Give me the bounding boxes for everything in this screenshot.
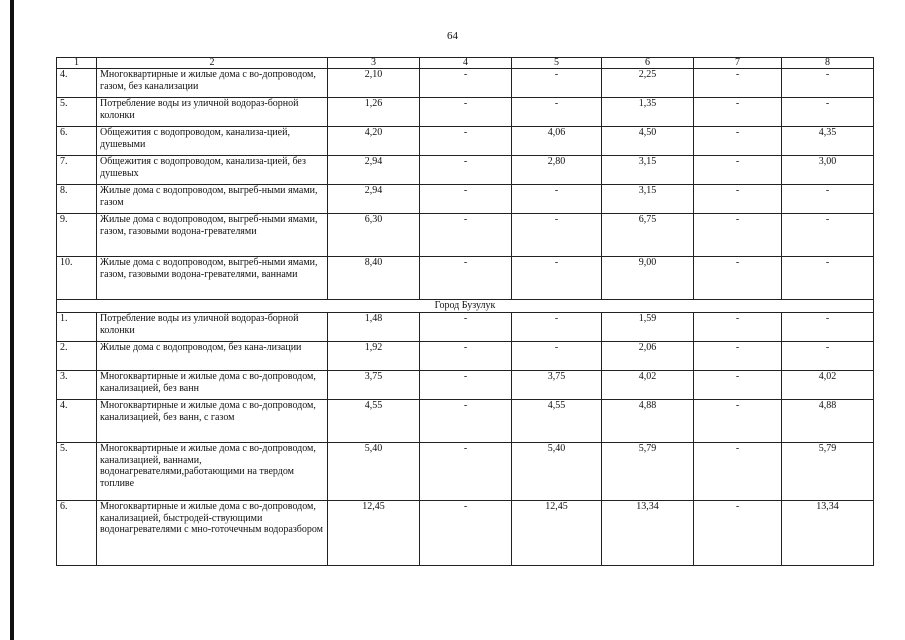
section-title: Город Бузулук bbox=[57, 300, 874, 313]
table-row bbox=[57, 371, 874, 400]
value-col-4: - bbox=[420, 257, 512, 300]
table-row bbox=[57, 501, 874, 566]
value-col-7: - bbox=[694, 400, 782, 443]
value-col-7: - bbox=[694, 257, 782, 300]
value-col-4: - bbox=[420, 501, 512, 566]
table-row bbox=[57, 313, 874, 342]
value-col-6: 13,34 bbox=[602, 501, 694, 566]
value-col-8: 3,00 bbox=[782, 156, 874, 185]
row-description: Многоквартирные и жилые дома с во-допроводом, канализацией, ваннами, водонагревателями,работающими на твердом топливе bbox=[97, 443, 328, 501]
row-description: Потребление воды из уличной водораз-борной колонки bbox=[97, 98, 328, 127]
value-col-4: - bbox=[420, 127, 512, 156]
table-row bbox=[57, 185, 874, 214]
value-col-7: - bbox=[694, 342, 782, 371]
value-col-8: - bbox=[782, 69, 874, 98]
value-col-3: 2,94 bbox=[328, 185, 420, 214]
row-description: Многоквартирные и жилые дома с во-допроводом, газом, без канализации bbox=[97, 69, 328, 98]
row-number: 3. bbox=[57, 371, 97, 400]
value-col-3: 12,45 bbox=[328, 501, 420, 566]
value-col-6: 2,06 bbox=[602, 342, 694, 371]
value-col-7: - bbox=[694, 501, 782, 566]
column-header: 3 bbox=[328, 58, 420, 69]
column-header: 5 bbox=[512, 58, 602, 69]
value-col-5: - bbox=[512, 257, 602, 300]
value-col-5: - bbox=[512, 69, 602, 98]
value-col-8: 5,79 bbox=[782, 443, 874, 501]
row-number: 5. bbox=[57, 443, 97, 501]
value-col-4: - bbox=[420, 313, 512, 342]
column-header: 7 bbox=[694, 58, 782, 69]
value-col-8: - bbox=[782, 342, 874, 371]
value-col-8: 4,35 bbox=[782, 127, 874, 156]
value-col-3: 3,75 bbox=[328, 371, 420, 400]
value-col-8: 4,88 bbox=[782, 400, 874, 443]
table-row bbox=[57, 127, 874, 156]
table-row bbox=[57, 257, 874, 300]
value-col-6: 4,50 bbox=[602, 127, 694, 156]
value-col-4: - bbox=[420, 443, 512, 501]
row-description: Жилые дома с водопроводом, выгреб-ными ямами, газом bbox=[97, 185, 328, 214]
value-col-5: - bbox=[512, 313, 602, 342]
column-header: 6 bbox=[602, 58, 694, 69]
row-description: Многоквартирные и жилые дома с во-допроводом, канализацией, быстродей-ствующими водонагревателями с мно-готочечным водоразбором bbox=[97, 501, 328, 566]
value-col-4: - bbox=[420, 371, 512, 400]
column-header: 8 bbox=[782, 58, 874, 69]
row-number: 8. bbox=[57, 185, 97, 214]
left-margin-bar bbox=[10, 0, 14, 640]
value-col-7: - bbox=[694, 214, 782, 257]
row-number: 7. bbox=[57, 156, 97, 185]
row-description: Общежития с водопроводом, канализа-цией, душевыми bbox=[97, 127, 328, 156]
value-col-7: - bbox=[694, 127, 782, 156]
row-description: Общежития с водопроводом, канализа-цией, без душевых bbox=[97, 156, 328, 185]
value-col-7: - bbox=[694, 98, 782, 127]
value-col-4: - bbox=[420, 185, 512, 214]
value-col-4: - bbox=[420, 214, 512, 257]
value-col-5: - bbox=[512, 98, 602, 127]
value-col-7: - bbox=[694, 69, 782, 98]
value-col-5: - bbox=[512, 342, 602, 371]
column-header: 2 bbox=[97, 58, 328, 69]
value-col-8: - bbox=[782, 257, 874, 300]
row-number: 5. bbox=[57, 98, 97, 127]
value-col-6: 6,75 bbox=[602, 214, 694, 257]
value-col-7: - bbox=[694, 313, 782, 342]
value-col-3: 5,40 bbox=[328, 443, 420, 501]
value-col-4: - bbox=[420, 69, 512, 98]
value-col-3: 2,94 bbox=[328, 156, 420, 185]
value-col-5: 2,80 bbox=[512, 156, 602, 185]
value-col-6: 1,59 bbox=[602, 313, 694, 342]
value-col-8: 13,34 bbox=[782, 501, 874, 566]
value-col-6: 3,15 bbox=[602, 185, 694, 214]
value-col-3: 6,30 bbox=[328, 214, 420, 257]
value-col-5: 3,75 bbox=[512, 371, 602, 400]
value-col-3: 4,20 bbox=[328, 127, 420, 156]
row-number: 4. bbox=[57, 400, 97, 443]
value-col-6: 4,02 bbox=[602, 371, 694, 400]
table-row bbox=[57, 214, 874, 257]
value-col-7: - bbox=[694, 443, 782, 501]
value-col-6: 5,79 bbox=[602, 443, 694, 501]
value-col-5: - bbox=[512, 214, 602, 257]
table-row bbox=[57, 342, 874, 371]
value-col-8: - bbox=[782, 98, 874, 127]
value-col-5: 4,06 bbox=[512, 127, 602, 156]
tariff-table bbox=[56, 57, 874, 566]
value-col-7: - bbox=[694, 156, 782, 185]
value-col-5: 12,45 bbox=[512, 501, 602, 566]
row-description: Жилые дома с водопроводом, выгреб-ными ямами, газом, газовыми водона-гревателями bbox=[97, 214, 328, 257]
value-col-3: 4,55 bbox=[328, 400, 420, 443]
column-header: 4 bbox=[420, 58, 512, 69]
row-number: 2. bbox=[57, 342, 97, 371]
row-number: 6. bbox=[57, 127, 97, 156]
value-col-5: 5,40 bbox=[512, 443, 602, 501]
row-number: 1. bbox=[57, 313, 97, 342]
row-description: Многоквартирные и жилые дома с во-допроводом, канализацией, без ванн, с газом bbox=[97, 400, 328, 443]
value-col-8: 4,02 bbox=[782, 371, 874, 400]
value-col-8: - bbox=[782, 214, 874, 257]
value-col-6: 2,25 bbox=[602, 69, 694, 98]
value-col-4: - bbox=[420, 98, 512, 127]
column-header: 1 bbox=[57, 58, 97, 69]
row-number: 6. bbox=[57, 501, 97, 566]
row-description: Жилые дома с водопроводом, выгреб-ными ямами, газом, газовыми водона-гревателями, ваннами bbox=[97, 257, 328, 300]
value-col-6: 3,15 bbox=[602, 156, 694, 185]
row-description: Жилые дома с водопроводом, без кана-лизации bbox=[97, 342, 328, 371]
value-col-7: - bbox=[694, 371, 782, 400]
value-col-6: 9,00 bbox=[602, 257, 694, 300]
value-col-3: 8,40 bbox=[328, 257, 420, 300]
value-col-5: - bbox=[512, 185, 602, 214]
value-col-3: 1,48 bbox=[328, 313, 420, 342]
value-col-3: 2,10 bbox=[328, 69, 420, 98]
page-number: 64 bbox=[447, 30, 458, 42]
header-row bbox=[57, 58, 874, 69]
table-row bbox=[57, 69, 874, 98]
table-row bbox=[57, 98, 874, 127]
row-number: 4. bbox=[57, 69, 97, 98]
value-col-8: - bbox=[782, 185, 874, 214]
value-col-6: 1,35 bbox=[602, 98, 694, 127]
table-row bbox=[57, 156, 874, 185]
value-col-8: - bbox=[782, 313, 874, 342]
value-col-3: 1,26 bbox=[328, 98, 420, 127]
value-col-7: - bbox=[694, 185, 782, 214]
value-col-4: - bbox=[420, 342, 512, 371]
row-number: 9. bbox=[57, 214, 97, 257]
row-description: Потребление воды из уличной водораз-борной колонки bbox=[97, 313, 328, 342]
value-col-3: 1,92 bbox=[328, 342, 420, 371]
row-number: 10. bbox=[57, 257, 97, 300]
section-row bbox=[57, 300, 874, 313]
value-col-4: - bbox=[420, 400, 512, 443]
value-col-6: 4,88 bbox=[602, 400, 694, 443]
table-row bbox=[57, 443, 874, 501]
value-col-4: - bbox=[420, 156, 512, 185]
table-row bbox=[57, 400, 874, 443]
row-description: Многоквартирные и жилые дома с во-допроводом, канализацией, без ванн bbox=[97, 371, 328, 400]
value-col-5: 4,55 bbox=[512, 400, 602, 443]
